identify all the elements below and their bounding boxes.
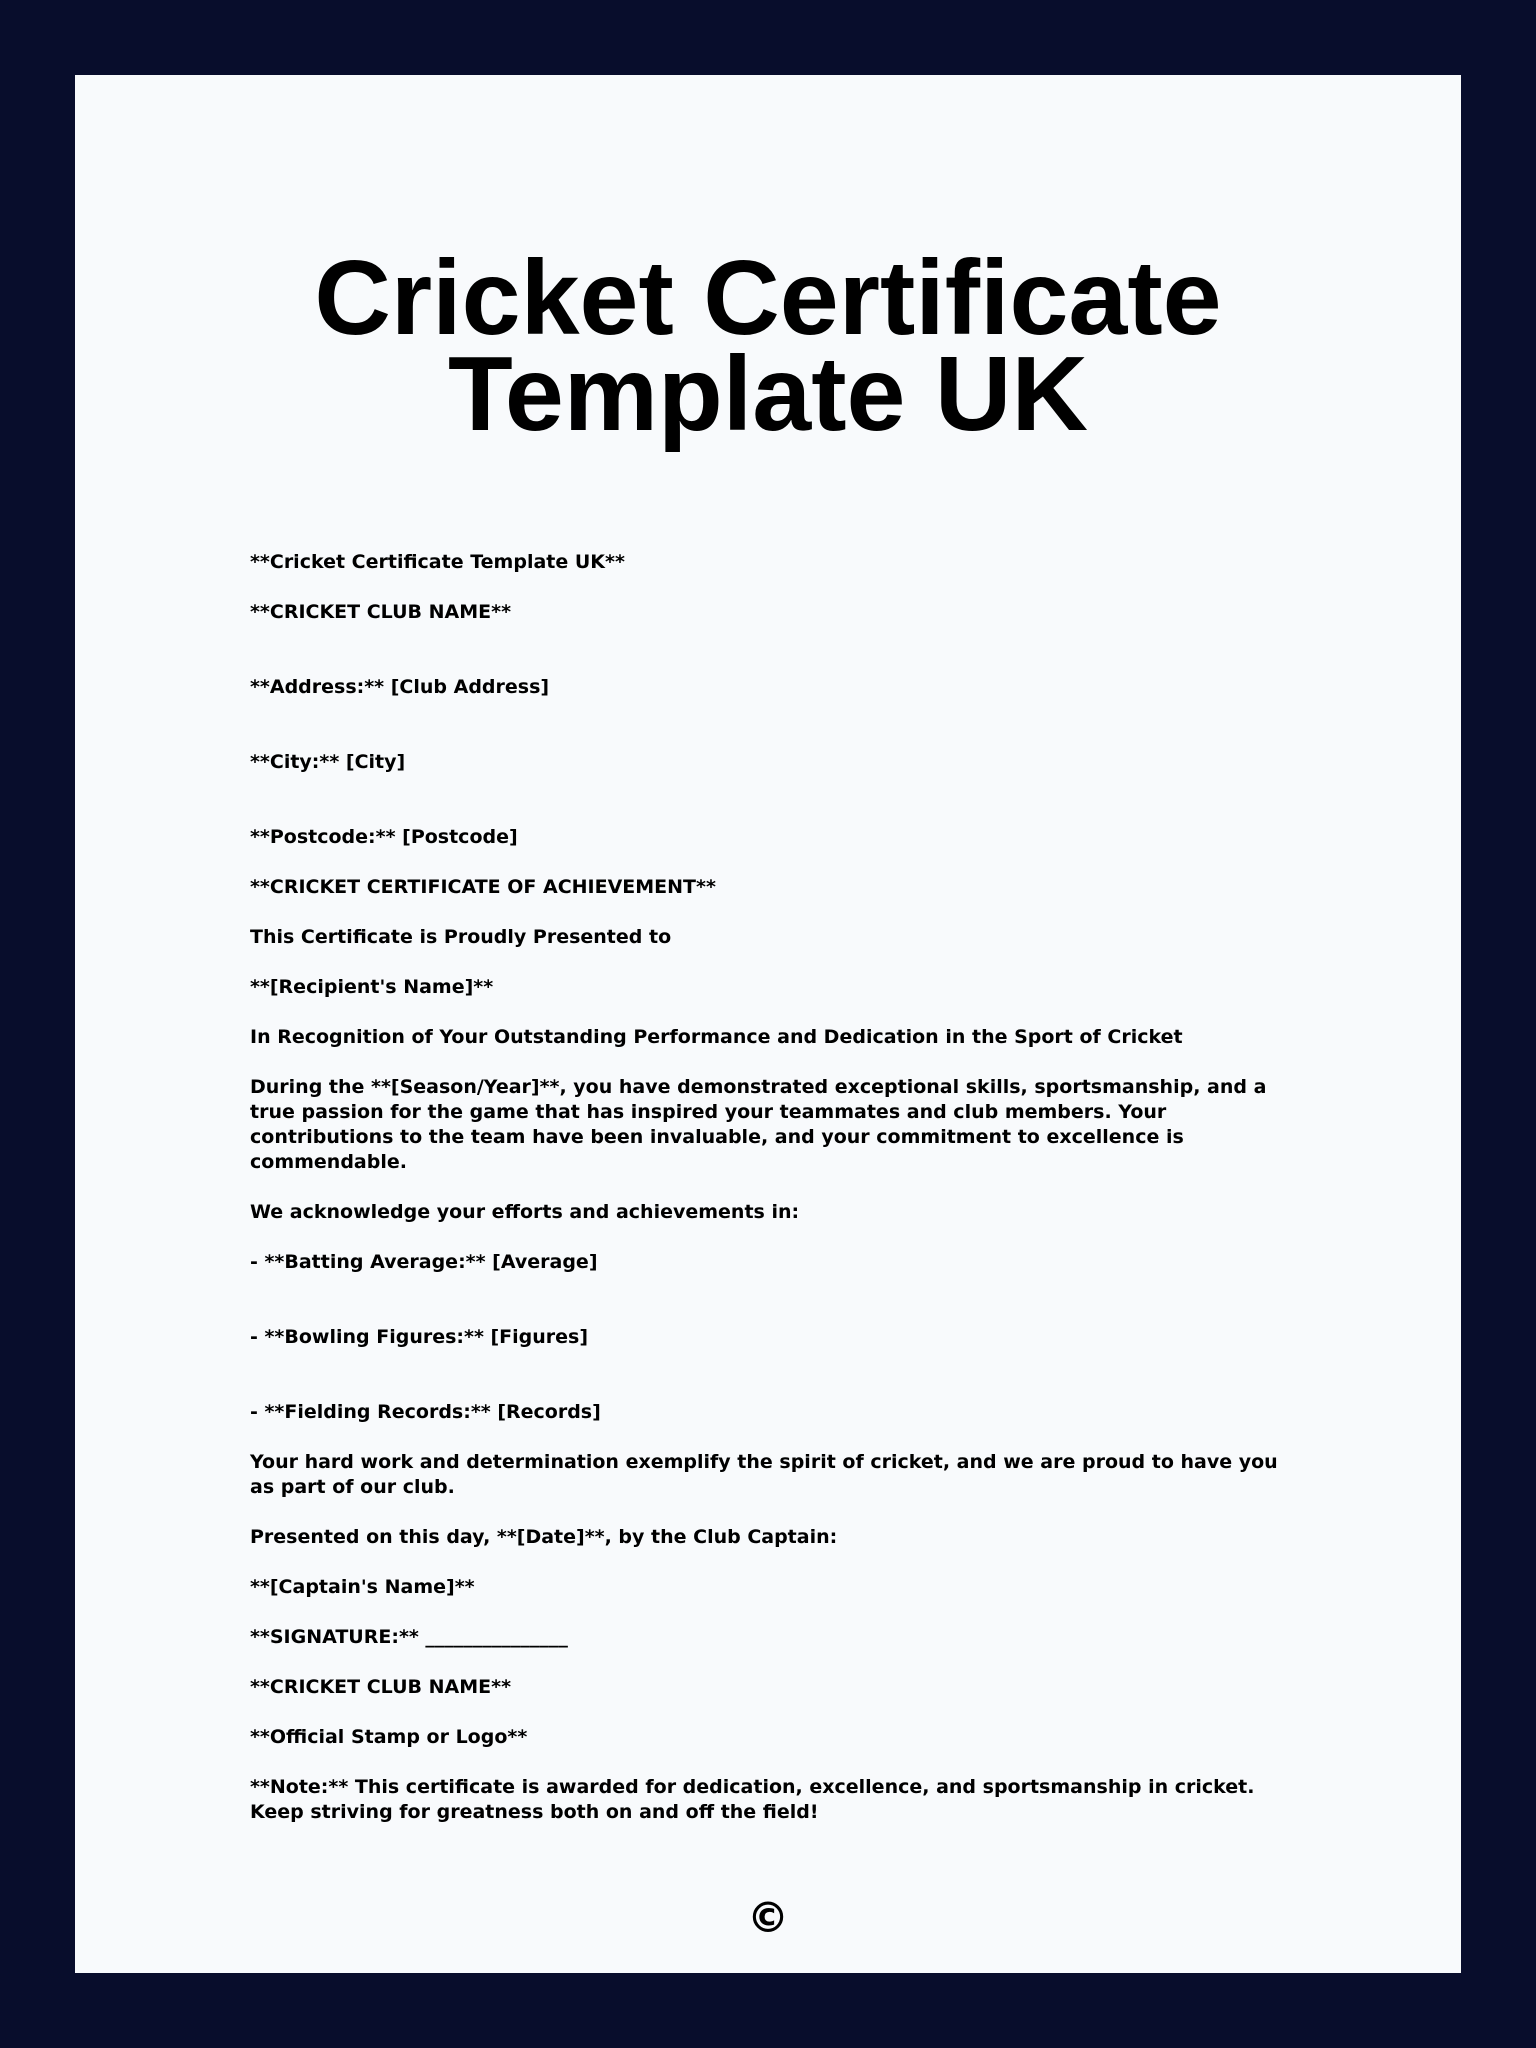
list-item: - **Bowling Figures:** [Figures] (250, 1326, 589, 1348)
copyright-icon: © (747, 1893, 789, 1942)
body-paragraph: Presented on this day, **[Date]**, by the Club Captain: (250, 1526, 838, 1548)
document-body (250, 550, 1300, 1850)
signature-line: **SIGNATURE:** _______________ (250, 1626, 568, 1648)
body-paragraph: We acknowledge your efforts and achievements in: (250, 1201, 800, 1223)
list-item: - **Batting Average:** [Average] (250, 1251, 598, 1273)
body-paragraph: **Address:** [Club Address] (250, 676, 550, 698)
body-paragraph: **City:** [City] (250, 751, 406, 773)
body-paragraph: **CRICKET CLUB NAME** (250, 601, 511, 623)
list-item: - **Fielding Records:** [Records] (250, 1401, 601, 1423)
body-paragraph: In Recognition of Your Outstanding Performance and Dedication in the Sport of Cricket (250, 1026, 1183, 1048)
body-paragraph: **Note:** This certificate is awarded for dedication, excellence, and sportsmanship in cricket. Keep striving for greatness both on and off the field! (250, 1776, 1262, 1823)
body-paragraph: **[Recipient's Name]** (250, 976, 494, 998)
body-paragraph: This Certificate is Proudly Presented to (250, 926, 672, 948)
page-title: Cricket Certificate Template UK (314, 239, 1222, 453)
body-paragraph: **CRICKET CLUB NAME** (250, 1676, 511, 1698)
body-paragraph: **Postcode:** [Postcode] (250, 826, 518, 848)
body-paragraph: **CRICKET CERTIFICATE OF ACHIEVEMENT** (250, 876, 716, 898)
document-page (75, 75, 1461, 1973)
body-paragraph: During the **[Season/Year]**, you have demonstrated exceptional skills, sportsmanship, and a true passion for the game that has inspired your teammates and club members. Your contributions to the team have been invaluable, and your commitment to excellence is commendable. (250, 1076, 1274, 1173)
body-paragraph: **Cricket Certificate Template UK** (250, 551, 625, 573)
body-paragraph: Your hard work and determination exemplify the spirit of cricket, and we are proud to have you as part of our club. (250, 1451, 1285, 1498)
body-paragraph: **[Captain's Name]** (250, 1576, 475, 1598)
body-paragraph: **Official Stamp or Logo** (250, 1726, 528, 1748)
